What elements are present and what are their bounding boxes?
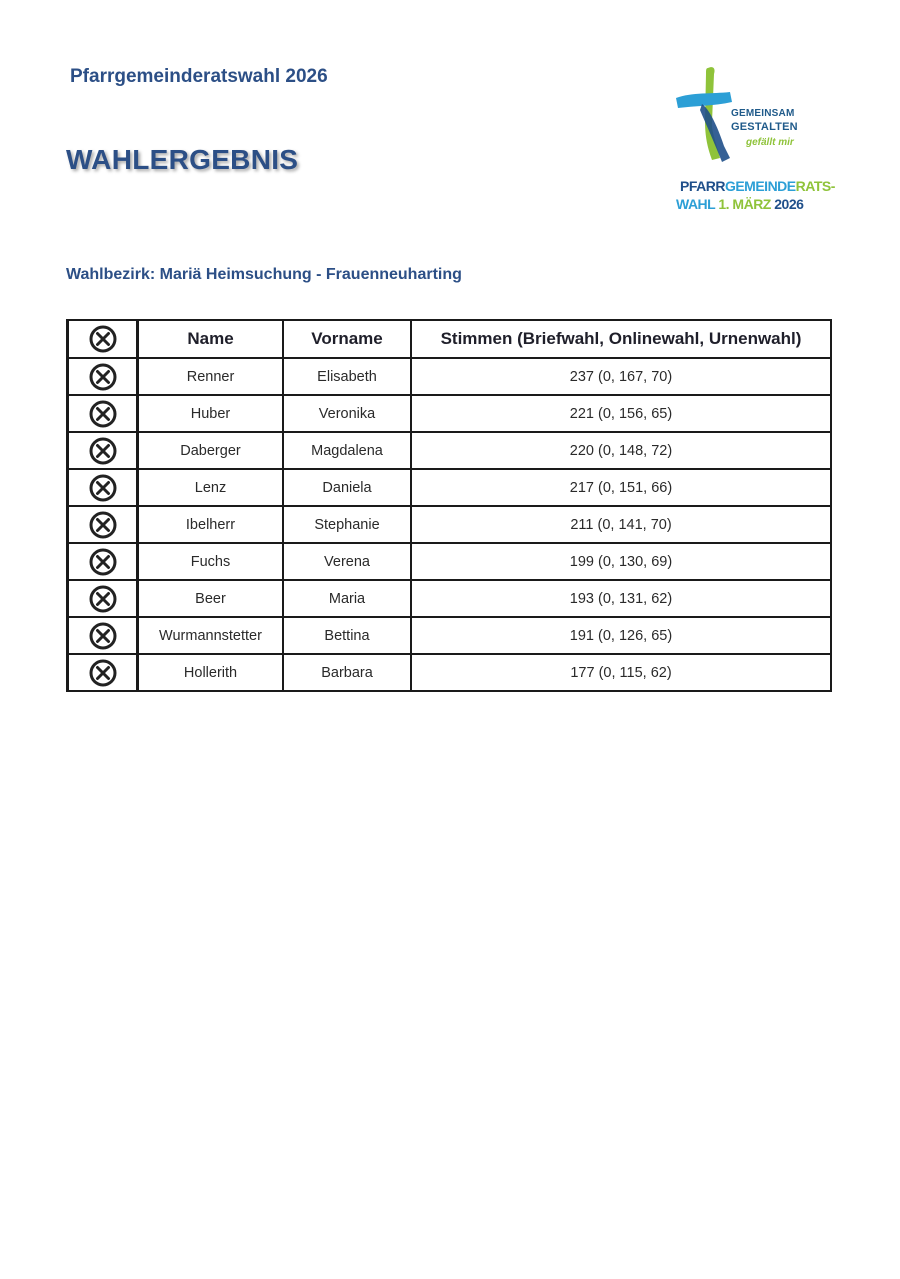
row-name: Beer [138,580,284,617]
table-row [68,580,832,617]
row-stimmen: 220 (0, 148, 72) [411,432,831,469]
circled-x-icon [88,324,118,354]
results-table [66,319,832,692]
circled-x-icon [88,436,118,466]
election-logo [672,62,835,222]
table-row [68,506,832,543]
row-name: Wurmannstetter [138,617,284,654]
row-checkbox-cell [68,506,138,543]
logo-text-gefaellt: gefällt mir [746,137,794,148]
logo-text-rats: RATS- [795,178,835,194]
table-row [68,469,832,506]
row-stimmen: 199 (0, 130, 69) [411,543,831,580]
row-checkbox-cell [68,654,138,691]
table-row [68,654,832,691]
logo-text-pfarrgemeinderats [680,178,835,194]
circled-x-icon [88,399,118,429]
row-stimmen: 211 (0, 141, 70) [411,506,831,543]
logo-text-gestalten: GESTALTEN [731,121,798,133]
table-row [68,395,832,432]
row-vorname: Verena [283,543,411,580]
row-vorname: Magdalena [283,432,411,469]
row-vorname: Stephanie [283,506,411,543]
row-name: Lenz [138,469,284,506]
row-stimmen: 217 (0, 151, 66) [411,469,831,506]
header-checkbox-cell [68,320,138,358]
circled-x-icon [88,658,118,688]
table-row [68,543,832,580]
header-name: Name [138,320,284,358]
row-vorname: Maria [283,580,411,617]
row-name: Fuchs [138,543,284,580]
results-table-body [68,358,832,691]
row-stimmen: 177 (0, 115, 62) [411,654,831,691]
row-stimmen: 191 (0, 126, 65) [411,617,831,654]
header-stimmen: Stimmen (Briefwahl, Onlinewahl, Urnenwahl) [411,320,831,358]
row-checkbox-cell [68,617,138,654]
logo-text-gemeinde: GEMEINDE [724,178,796,194]
circled-x-icon [88,621,118,651]
row-name: Daberger [138,432,284,469]
row-stimmen: 237 (0, 167, 70) [411,358,831,395]
election-subtitle: Pfarrgemeinderatswahl 2026 [70,66,328,87]
circled-x-icon [88,473,118,503]
row-checkbox-cell [68,543,138,580]
table-row [68,617,832,654]
table-row [68,358,832,395]
logo-text-wahl: WAHL [676,196,719,212]
logo-text-year: 2026 [770,196,804,212]
row-vorname: Daniela [283,469,411,506]
circled-x-icon [88,510,118,540]
circled-x-icon [88,362,118,392]
logo-text-gemeinsam: GEMEINSAM [731,108,795,119]
row-stimmen: 221 (0, 156, 65) [411,395,831,432]
row-vorname: Barbara [283,654,411,691]
row-checkbox-cell [68,432,138,469]
circled-x-icon [88,547,118,577]
row-checkbox-cell [68,358,138,395]
row-checkbox-cell [68,580,138,617]
row-name: Renner [138,358,284,395]
row-checkbox-cell [68,395,138,432]
table-header-row [68,320,832,358]
logo-text-wahl-date [676,196,803,212]
district-label: Wahlbezirk: Mariä Heimsuchung - Frauenneuharting [66,266,462,283]
row-checkbox-cell [68,469,138,506]
row-name: Huber [138,395,284,432]
row-vorname: Veronika [283,395,411,432]
circled-x-icon [88,584,118,614]
header-vorname: Vorname [283,320,411,358]
row-vorname: Elisabeth [283,358,411,395]
row-vorname: Bettina [283,617,411,654]
row-stimmen: 193 (0, 131, 62) [411,580,831,617]
row-name: Hollerith [138,654,284,691]
logo-text-date: 1. MÄRZ [718,196,771,212]
row-name: Ibelherr [138,506,284,543]
table-row [68,432,832,469]
page-title: WAHLERGEBNIS [66,144,299,175]
logo-text-pfarr: PFARR [680,178,725,194]
